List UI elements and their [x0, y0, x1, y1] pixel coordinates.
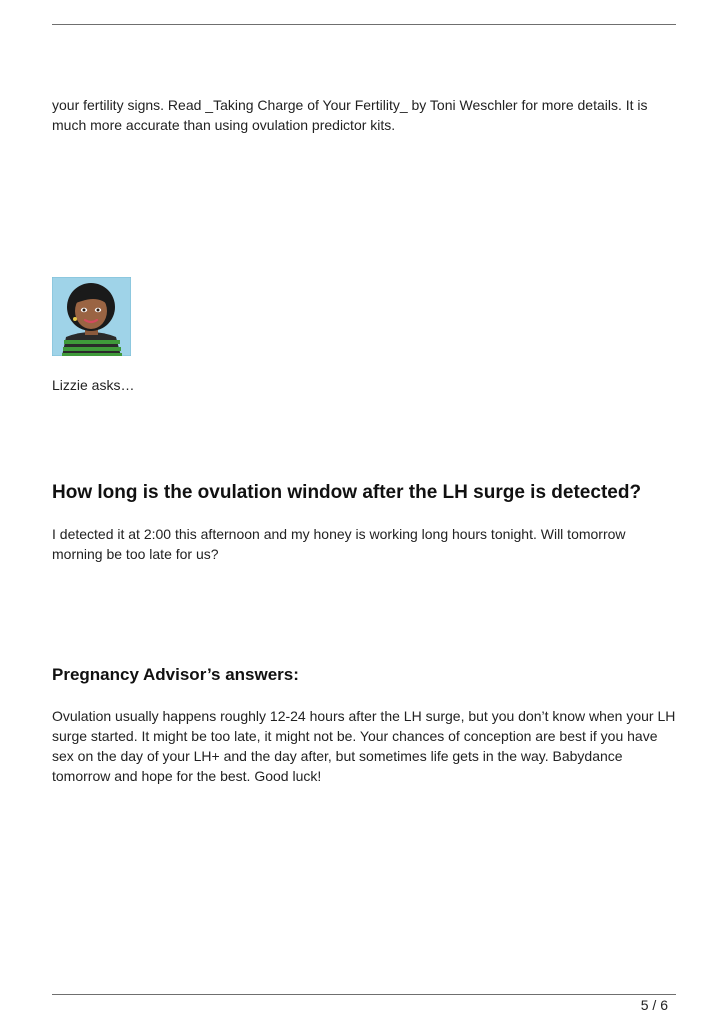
asker-line: Lizzie asks…	[52, 377, 135, 393]
answers-heading: Pregnancy Advisor’s answers:	[52, 665, 299, 684]
cartoon-woman-avatar-icon	[52, 277, 131, 356]
question-title: How long is the ovulation window after the LH surge is detected?	[52, 482, 642, 503]
footer-rule	[52, 994, 676, 995]
intro-paragraph: your fertility signs. Read _Taking Charge of Your Fertility_ by Toni Weschler for more details. It is much more accurate than using ovulation predictor kits.	[52, 97, 648, 133]
question-body: I detected it at 2:00 this afternoon and my honey is working long hours tonight. Will tomorrow morning be too late for us?	[52, 526, 626, 562]
header-rule	[52, 24, 676, 25]
page-number: 5 / 6	[640, 997, 668, 1013]
answer-body: Ovulation usually happens roughly 12-24 hours after the LH surge, but you don’t know when your LH surge started. It might be too late, it might not be. Your chances of conception are best if you have sex on the day of your LH+ and the day after, but sometimes life gets in the way. Babydance tomorrow and hope for the best. Good luck!	[52, 708, 676, 784]
